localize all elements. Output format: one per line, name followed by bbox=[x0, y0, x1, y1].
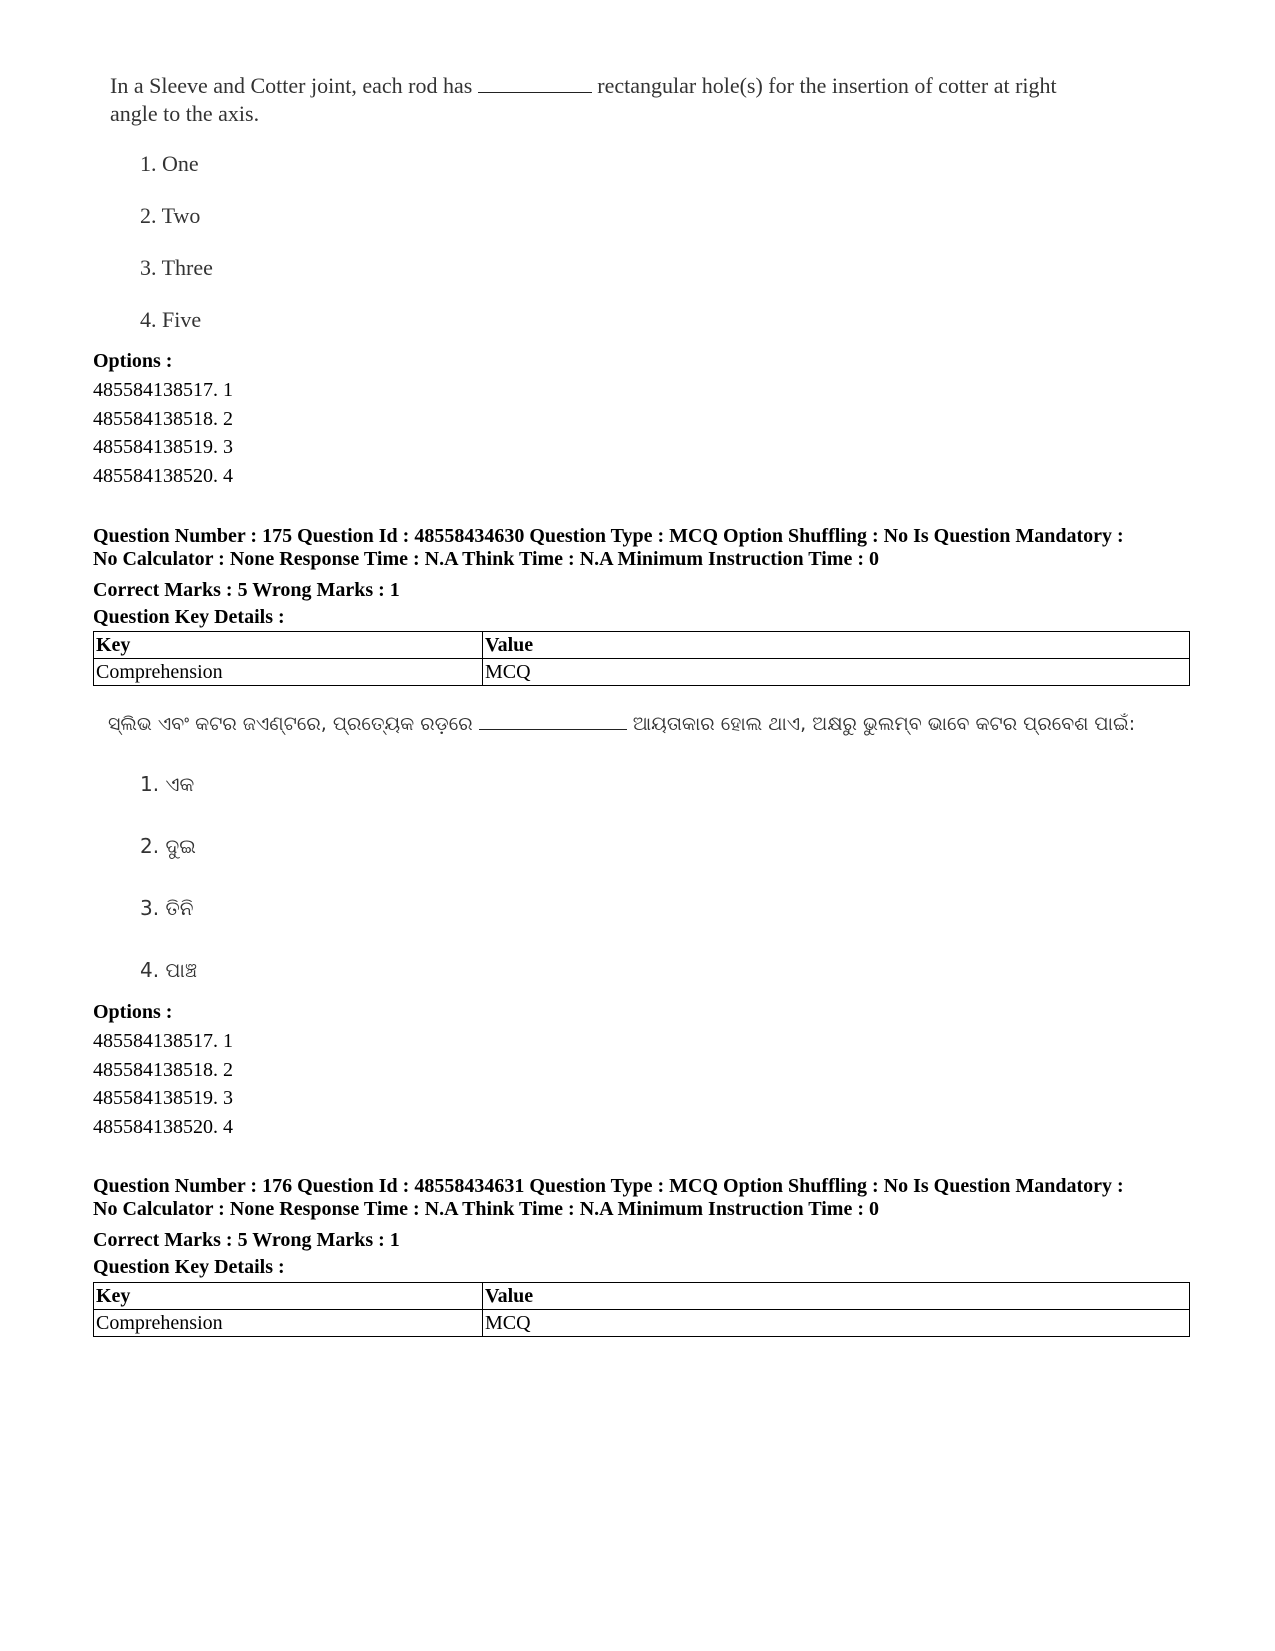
table-row bbox=[94, 659, 1190, 686]
choice-1: 1. One bbox=[140, 151, 199, 176]
meta-line-2: No Calculator : None Response Time : N.A Think Time : N.A Minimum Instruction Time : 0 bbox=[93, 548, 879, 570]
choice-1: 1. ଏକ bbox=[140, 772, 195, 796]
stem-text-part1: ସ୍ଲିଭ ଏବଂ କଟର ଜଏଣ୍ଟରେ, ପ୍ରତ୍ୟେକ ରଡ଼ରେ bbox=[108, 713, 473, 735]
option-row: 485584138520. 4 bbox=[93, 464, 233, 487]
option-row: 485584138519. 3 bbox=[93, 436, 233, 458]
marks-line: Correct Marks : 5 Wrong Marks : 1 bbox=[93, 1229, 400, 1251]
choice-3: 3. Three bbox=[140, 255, 213, 280]
options-block bbox=[93, 347, 233, 490]
question-stem-odia bbox=[108, 710, 1135, 738]
question-stem bbox=[110, 72, 1057, 128]
meta-line-2: No Calculator : None Response Time : N.A Think Time : N.A Minimum Instruction Time : 0 bbox=[93, 1198, 879, 1220]
marks-line: Correct Marks : 5 Wrong Marks : 1 bbox=[93, 579, 400, 601]
option-row: 485584138519. 3 bbox=[93, 1087, 233, 1109]
table-header-row bbox=[94, 1283, 1190, 1310]
choice-4: 4. Five bbox=[140, 307, 202, 332]
choice-2: 2. ଦୁଇ bbox=[140, 834, 196, 858]
key-value-table bbox=[93, 1282, 1190, 1337]
options-heading: Options : bbox=[93, 1001, 173, 1023]
table-header-row bbox=[94, 632, 1190, 659]
answer-blank bbox=[479, 725, 627, 730]
key-details-heading: Question Key Details : bbox=[93, 606, 285, 628]
meta-line-1: Question Number : 176 Question Id : 48558434631 Question Type : MCQ Option Shuffling : No Is Question Mandatory : bbox=[93, 1175, 1124, 1197]
key-details-heading: Question Key Details : bbox=[93, 1256, 285, 1278]
cell-key: Comprehension bbox=[94, 1310, 483, 1337]
answer-blank bbox=[478, 88, 592, 93]
table-row bbox=[94, 1310, 1190, 1337]
stem-text-part2: ଆୟତାକାର ହୋଲ ଥାଏ, ଅକ୍ଷରୁ ଭୁଲମ୍ବ ଭାବେ କଟର ପ୍ରବେଶ ପାଇଁ: bbox=[632, 713, 1136, 735]
question-meta bbox=[93, 525, 1193, 631]
cell-key: Comprehension bbox=[94, 659, 483, 686]
choice-3: 3. ତିନି bbox=[140, 896, 194, 920]
header-key: Key bbox=[94, 632, 483, 659]
option-row: 485584138517. 1 bbox=[93, 1030, 233, 1052]
cell-value: MCQ bbox=[483, 659, 1190, 686]
header-value: Value bbox=[483, 632, 1190, 659]
key-value-table bbox=[93, 631, 1190, 686]
option-row: 485584138517. 1 bbox=[93, 379, 233, 401]
stem-text-line2: angle to the axis. bbox=[110, 101, 260, 126]
header-key: Key bbox=[94, 1283, 483, 1310]
stem-text-part1: In a Sleeve and Cotter joint, each rod has bbox=[110, 73, 473, 98]
choice-4: 4. ପାଞ୍ଚ bbox=[140, 958, 198, 982]
option-row: 485584138518. 2 bbox=[93, 1058, 233, 1081]
cell-value: MCQ bbox=[483, 1310, 1190, 1337]
header-value: Value bbox=[483, 1283, 1190, 1310]
options-block bbox=[93, 998, 233, 1141]
meta-line-1: Question Number : 175 Question Id : 48558434630 Question Type : MCQ Option Shuffling : No Is Question Mandatory : bbox=[93, 525, 1124, 547]
option-row: 485584138520. 4 bbox=[93, 1115, 233, 1138]
choice-2: 2. Two bbox=[140, 203, 201, 228]
options-heading: Options : bbox=[93, 350, 173, 372]
stem-text-part2: rectangular hole(s) for the insertion of cotter at right bbox=[597, 73, 1057, 98]
option-row: 485584138518. 2 bbox=[93, 407, 233, 430]
question-meta bbox=[93, 1175, 1193, 1281]
